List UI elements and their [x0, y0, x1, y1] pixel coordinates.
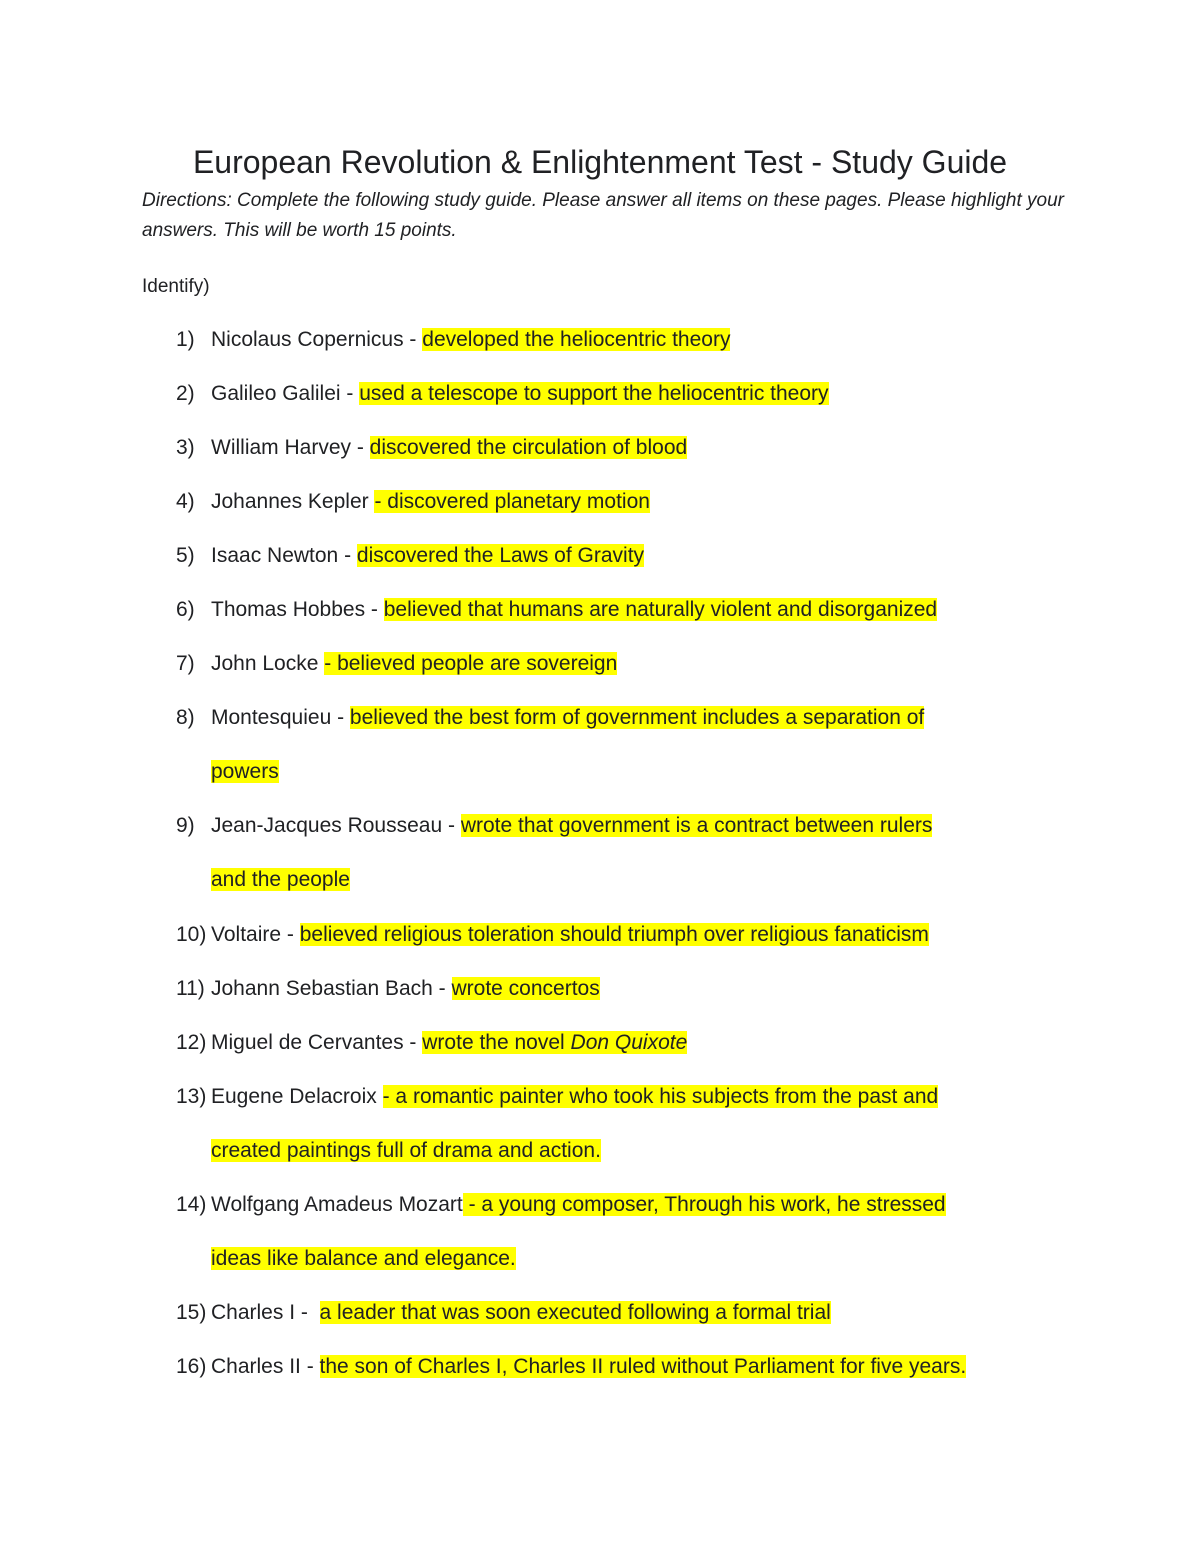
item-answer: discovered the circulation of blood — [369, 436, 688, 459]
item-answer: - a young composer, Through his work, he stressed — [462, 1193, 946, 1216]
item-name: Voltaire - — [211, 923, 300, 946]
item-number: 3) — [176, 436, 195, 459]
item-number: 13) — [176, 1085, 207, 1108]
item-name: Jean-Jacques Rousseau - — [211, 814, 461, 837]
section-label: Identify) — [142, 276, 210, 297]
item-answer: believed the best form of government includes a separation of — [349, 706, 925, 729]
item-answer-continued: ideas like balance and elegance. — [211, 1247, 516, 1270]
item-name: William Harvey - — [211, 436, 370, 459]
item-answer: wrote that government is a contract between rulers — [460, 814, 933, 837]
item-number: 7) — [176, 652, 195, 675]
item-number: 9) — [176, 814, 195, 837]
item-number: 4) — [176, 490, 195, 513]
item-number: 1) — [176, 328, 195, 351]
item-name: Nicolaus Copernicus - — [211, 328, 423, 351]
item-number: 15) — [176, 1301, 207, 1324]
item-answer: wrote the novel — [422, 1031, 571, 1054]
item-number: 8) — [176, 706, 195, 729]
item-answer-continued: and the people — [211, 868, 350, 891]
item-answer: - a romantic painter who took his subjects from the past and — [382, 1085, 939, 1108]
item-name: Isaac Newton - — [211, 544, 357, 567]
item-name: Montesquieu - — [211, 706, 350, 729]
item-answer-title: Don Quixote — [570, 1031, 688, 1054]
item-name: Miguel de Cervantes - — [211, 1031, 423, 1054]
item-answer: - believed people are sovereign — [324, 652, 618, 675]
item-name: Johannes Kepler — [211, 490, 375, 513]
item-name: Galileo Galilei - — [211, 382, 360, 405]
item-answer: believed that humans are naturally violent and disorganized — [383, 598, 938, 621]
item-name: Wolfgang Amadeus Mozart — [211, 1193, 463, 1216]
item-number: 12) — [176, 1031, 207, 1054]
item-answer: used a telescope to support the heliocentric theory — [359, 382, 829, 405]
directions-text: Directions: Complete the following study guide. Please answer all items on these pages. Please highlight your answers. This will be worth 15 points. — [142, 190, 1065, 241]
item-answer: wrote concertos — [451, 977, 600, 1000]
item-number: 14) — [176, 1193, 207, 1216]
item-name: Johann Sebastian Bach - — [211, 977, 452, 1000]
item-name: Charles I - — [211, 1301, 320, 1324]
item-number: 10) — [176, 923, 207, 946]
item-answer: discovered the Laws of Gravity — [356, 544, 645, 567]
item-name: Thomas Hobbes - — [211, 598, 384, 621]
item-answer: believed religious toleration should triumph over religious fanaticism — [299, 923, 929, 946]
page-title: European Revolution & Enlightenment Test - Study Guide — [192, 144, 1008, 180]
item-number: 6) — [176, 598, 195, 621]
item-number: 16) — [176, 1355, 207, 1378]
item-answer: the son of Charles I, Charles II ruled without Parliament for five years. — [319, 1355, 967, 1378]
item-answer-continued: powers — [211, 760, 279, 783]
item-answer: developed the heliocentric theory — [422, 328, 731, 351]
item-answer-continued: created paintings full of drama and action. — [211, 1139, 601, 1162]
item-name: Charles II - — [211, 1355, 320, 1378]
item-answer: a leader that was soon executed following a formal trial — [319, 1301, 831, 1324]
item-name: John Locke — [211, 652, 325, 675]
item-number: 5) — [176, 544, 195, 567]
item-number: 2) — [176, 382, 195, 405]
item-number: 11) — [176, 977, 205, 1000]
item-answer: - discovered planetary motion — [374, 490, 650, 513]
item-name: Eugene Delacroix — [211, 1085, 383, 1108]
